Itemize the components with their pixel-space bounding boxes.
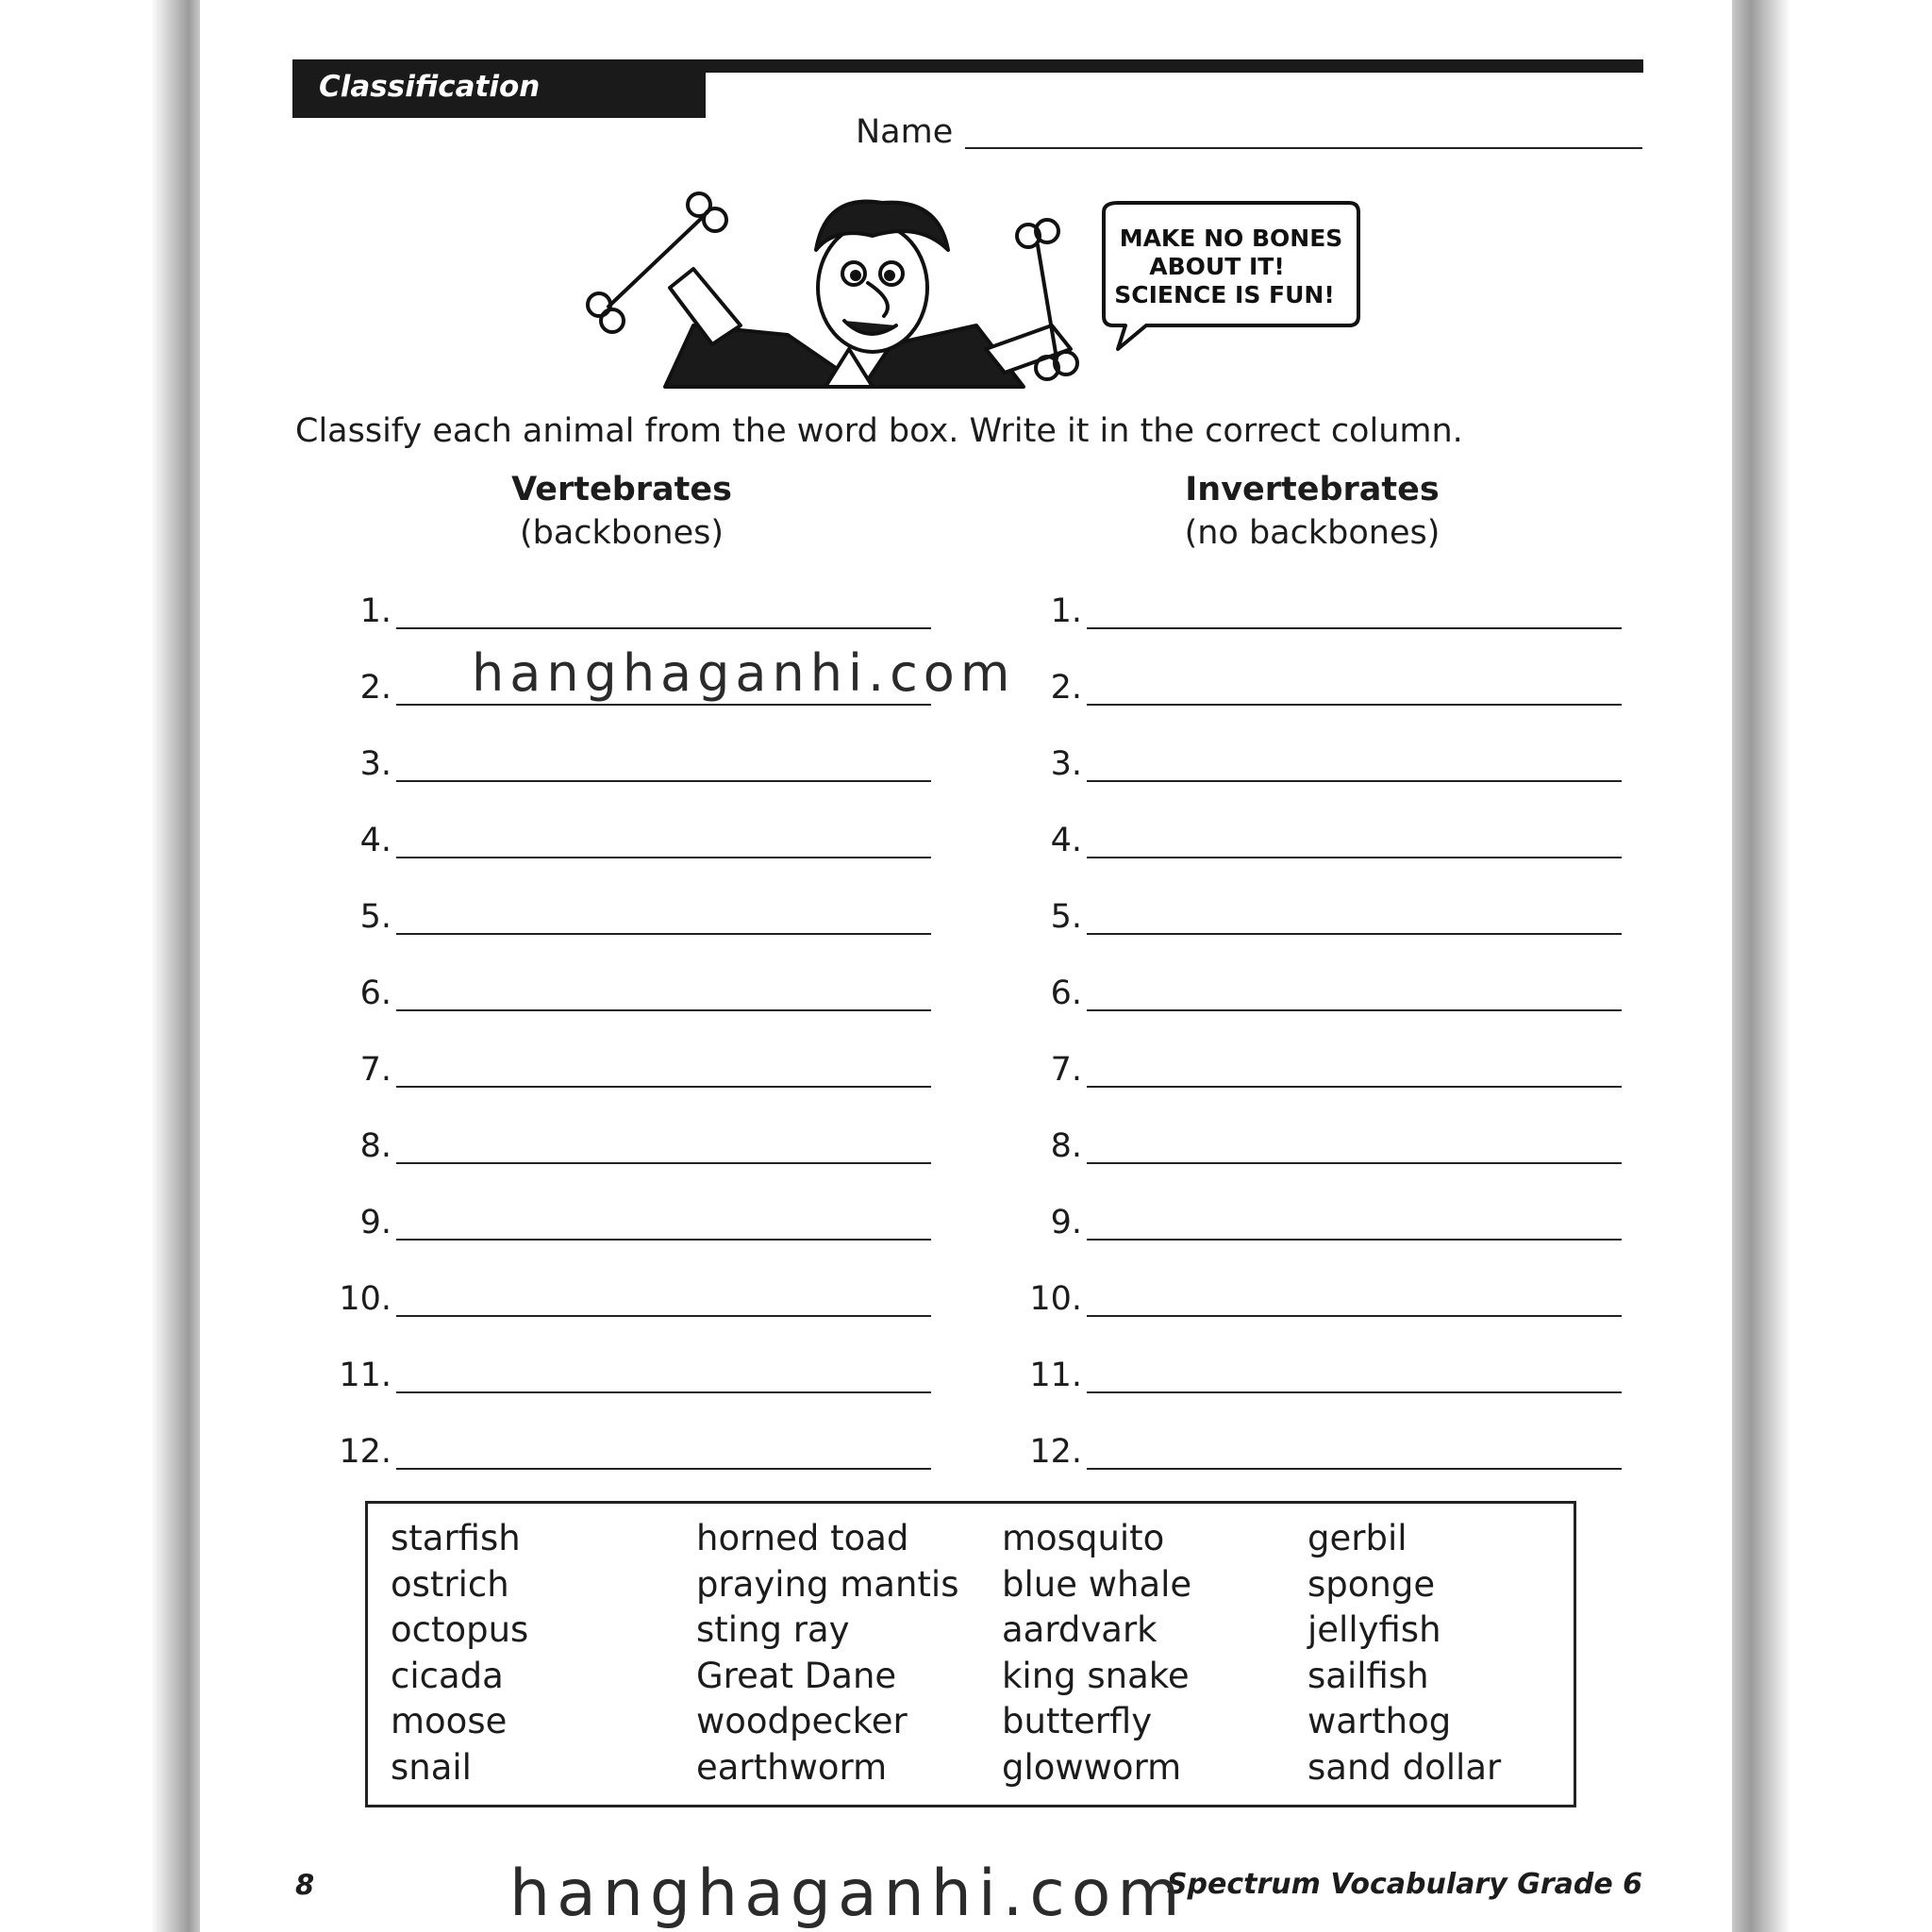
word-item: sailfish [1307,1655,1429,1696]
answer-line[interactable] [396,1315,931,1317]
answer-line[interactable] [1087,857,1622,858]
word-box [365,1501,1576,1807]
answer-line[interactable] [1087,1009,1622,1011]
answer-line[interactable] [396,1468,931,1470]
answer-line[interactable] [1087,933,1622,935]
answer-row [1050,1122,1622,1198]
page-right-shadow [1732,0,1932,1932]
answer-number: 10. [1029,1280,1082,1318]
answer-row [1050,587,1622,663]
answer-number: 4. [1050,822,1082,859]
answer-number: 12. [339,1433,391,1471]
bubble-line-3: SCIENCE IS FUN! [1114,281,1335,308]
invertebrates-heading [1076,468,1548,555]
answer-line[interactable] [396,1391,931,1393]
book-title: Spectrum Vocabulary Grade 6 [1166,1868,1642,1901]
answer-line[interactable] [396,1086,931,1088]
watermark-middle: hanghaganhi.com [472,643,1016,703]
section-title: Classification [319,70,541,104]
answer-number: 10. [339,1280,391,1318]
word-item: moose [391,1701,508,1742]
word-item: warthog [1307,1701,1452,1742]
word-item: woodpecker [696,1701,908,1742]
answer-number: 1. [359,592,391,630]
answer-line[interactable] [396,1009,931,1011]
answer-line[interactable] [1087,1239,1622,1241]
page-number: 8 [295,1869,315,1901]
answer-row [1029,1274,1622,1351]
page-left-shadow [0,0,200,1932]
answer-row [359,969,931,1045]
answer-row [339,1274,931,1351]
answer-number: 5. [359,898,391,936]
answer-row [359,1045,931,1122]
answer-line[interactable] [396,627,931,629]
speech-bubble [1104,203,1358,349]
bubble-line-2: ABOUT IT! [1149,253,1285,280]
word-item: blue whale [1002,1563,1192,1605]
name-label: Name [856,113,954,151]
answer-line[interactable] [1087,1086,1622,1088]
answer-row [1029,1427,1622,1504]
answer-number: 2. [359,669,391,707]
word-item: gerbil [1307,1518,1407,1558]
answer-number: 6. [1050,974,1082,1012]
word-item: sting ray [696,1609,850,1651]
word-item: praying mantis [696,1563,959,1605]
word-item: sand dollar [1307,1746,1502,1788]
answer-number: 11. [339,1357,391,1394]
word-item: ostrich [391,1563,509,1605]
answer-number: 6. [359,974,391,1012]
answer-line[interactable] [396,933,931,935]
answer-line[interactable] [1087,780,1622,782]
answer-row [1050,892,1622,969]
word-item: horned toad [696,1518,909,1558]
answer-row [1050,1045,1622,1122]
answer-line[interactable] [1087,627,1622,629]
invertebrates-answer-list [1029,587,1622,1504]
word-item: glowworm [1002,1746,1182,1788]
answer-line[interactable] [396,1239,931,1241]
word-item: cicada [391,1655,504,1696]
answer-line[interactable] [1087,1315,1622,1317]
answer-row [1029,1351,1622,1427]
word-item: sponge [1307,1563,1436,1605]
answer-row [359,740,931,816]
answer-number: 1. [1050,592,1082,630]
invertebrates-title: Invertebrates [1185,471,1440,508]
vertebrates-subtitle: (backbones) [519,514,724,552]
answer-line[interactable] [396,780,931,782]
answer-row [339,1351,931,1427]
answer-number: 4. [359,822,391,859]
watermark-bottom: hanghaganhi.com [509,1857,1187,1931]
answer-row [1050,816,1622,892]
answer-row [359,1198,931,1274]
answer-number: 11. [1029,1357,1082,1394]
answer-number: 8. [359,1127,391,1165]
word-item: jellyfish [1307,1609,1441,1651]
answer-row [359,1122,931,1198]
answer-line[interactable] [1087,704,1622,706]
word-item: earthworm [696,1746,888,1788]
word-item: Great Dane [696,1655,897,1696]
answer-number: 3. [359,745,391,783]
answer-line[interactable] [1087,1391,1622,1393]
answer-number: 5. [1050,898,1082,936]
bubble-line-1: MAKE NO BONES [1119,225,1343,252]
word-item: mosquito [1002,1518,1165,1558]
word-item: octopus [391,1609,529,1651]
scientist-cartoon-icon [588,193,1077,387]
answer-row [1050,663,1622,740]
instructions: Classify each animal from the word box. Write it in the correct column. [295,412,1463,450]
answer-number: 3. [1050,745,1082,783]
word-item: starfish [391,1518,521,1558]
word-grid [391,1518,1613,1793]
answer-number: 2. [1050,669,1082,707]
invertebrates-subtitle: (no backbones) [1184,514,1441,552]
answer-row [1050,740,1622,816]
cartoon-illustration [580,184,1363,391]
answer-number: 9. [1050,1204,1082,1241]
answer-line[interactable] [1087,1162,1622,1164]
word-item: butterfly [1002,1701,1153,1742]
vertebrates-answer-list [339,587,931,1504]
word-item: aardvark [1002,1609,1158,1651]
answer-row [359,892,931,969]
word-item: king snake [1002,1655,1190,1696]
answer-number: 9. [359,1204,391,1241]
answer-row [339,1427,931,1504]
answer-row [1050,1198,1622,1274]
answer-row [359,816,931,892]
answer-number: 7. [359,1051,391,1089]
answer-line[interactable] [396,1162,931,1164]
word-item: snail [391,1746,472,1788]
vertebrates-title: Vertebrates [511,471,732,508]
answer-row [1050,969,1622,1045]
answer-number: 7. [1050,1051,1082,1089]
answer-number: 8. [1050,1127,1082,1165]
answer-line[interactable] [396,857,931,858]
answer-line[interactable] [1087,1468,1622,1470]
name-input-line[interactable] [965,147,1642,149]
answer-line[interactable] [396,704,931,706]
vertebrates-heading [386,468,858,555]
answer-number: 12. [1029,1433,1082,1471]
